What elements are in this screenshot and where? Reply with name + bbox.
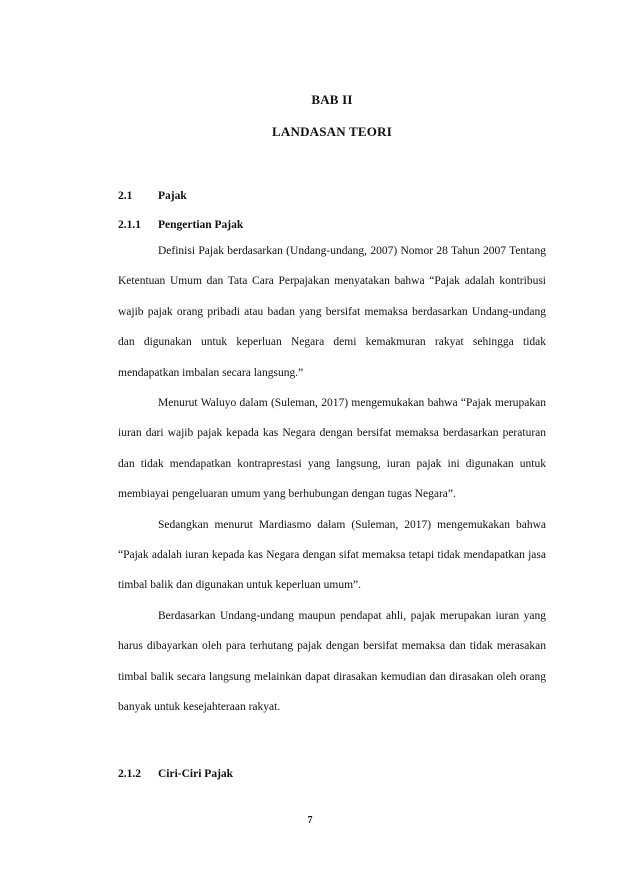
section-number: 2.1.2 [118,768,141,780]
section-title: Pengertian Pajak [158,219,244,231]
section-number: 2.1.1 [118,219,141,231]
paragraph-mardiasmo: Sedangkan menurut Mardiasmo dalam (Suleman, 2017) mengemukakan bahwa “Pajak adalah iuran kepada kas Negara dengan sifat memaksa tetapi tidak mendapatkan jasa timbal balik dan digunakan untuk keperluan umum”. [118,518,546,592]
paragraph-waluyo: Menurut Waluyo dalam (Suleman, 2017) mengemukakan bahwa “Pajak merupakan iuran dari wajib pajak kepada kas Negara dengan bersifat memaksa berdasarkan peraturan dan tidak mendapatkan kontraprestasi yang langsung, iuran pajak ini digunakan untuk membiayai pengeluaran umum yang berhubungan dengan tugas Negara”. [118,397,546,501]
section-title: Ciri-Ciri Pajak [158,768,234,780]
body-text-block [118,236,546,723]
page-number: 7 [307,815,313,826]
section-heading-2-1-1 [118,219,243,231]
chapter-number: BAB II [311,92,353,107]
paragraph-definition: Definisi Pajak berdasarkan (Undang-undang, 2007) Nomor 28 Tahun 2007 Tentang Ketentuan Umum dan Tata Cara Perpajakan menyatakan bahwa “Pajak adalah kontribusi wajib pajak orang pribadi atau badan yang bersifat memaksa berdasarkan Undang-undang dan digunakan untuk keperluan Negara demi kemakmuran rakyat sehingga tidak mendapatkan imbalan secara langsung.” [118,245,546,379]
section-heading-2-1-2 [118,768,233,780]
section-heading-2-1 [118,190,187,202]
paragraph-conclusion: Berdasarkan Undang-undang maupun pendapat ahli, pajak merupakan iuran yang harus dibayarkan oleh para terhutang pajak dengan bersifat memaksa dan tidak merasakan timbal balik secara langsung melainkan dapat dirasakan kemudian dan dirasakan oleh orang banyak untuk kesejahteraan rakyat. [118,609,546,714]
section-title: Pajak [158,190,187,202]
chapter-title: LANDASAN TEORI [272,124,392,139]
section-number: 2.1 [118,190,133,202]
